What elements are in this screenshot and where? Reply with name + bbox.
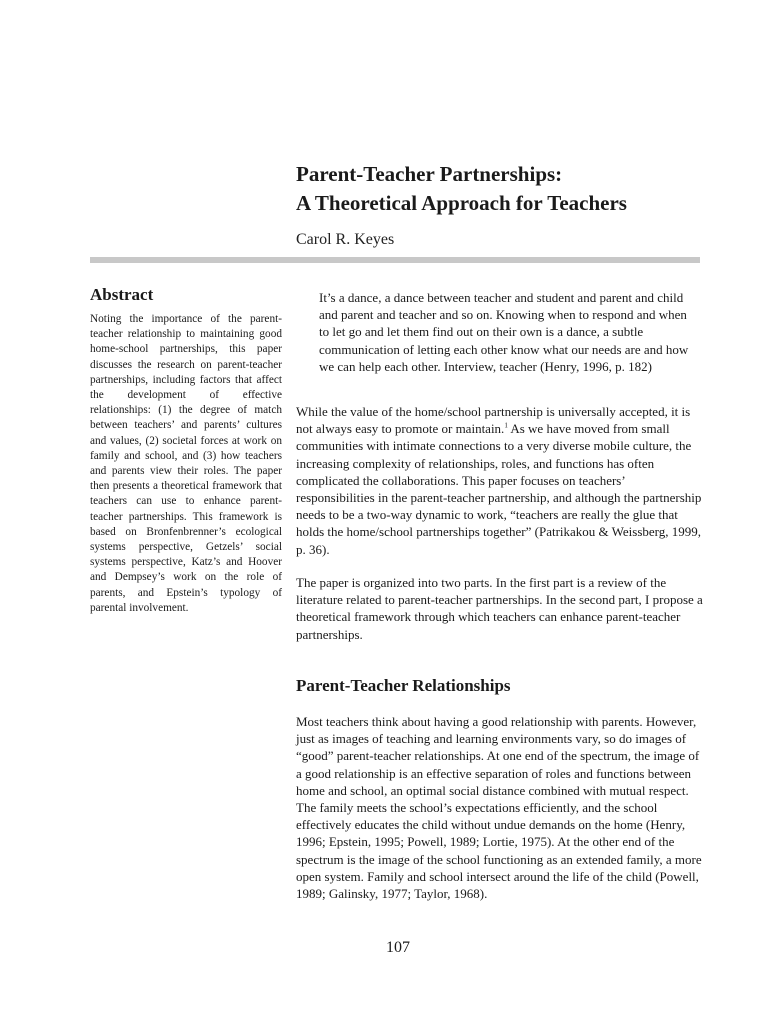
article-title	[296, 160, 716, 218]
page-number: 107	[386, 939, 410, 956]
intro-paragraph-1	[296, 403, 704, 558]
author-name: Carol R. Keyes	[296, 231, 395, 248]
section-heading: Parent-Teacher Relationships	[296, 676, 511, 695]
section-paragraph-1: Most teachers think about having a good relationship with parents. However, just as images of teaching and learning environments vary, so do images of “good” parent-teacher relationships. At one end of the spectrum, the image of a good relationship is an effective separation of roles and functions between home and school, an optimal social distance combined with mutual respect. The family meets the school’s expectations efficiently, and the school effectively educates the child without undue demands on the home (Henry, 1996; Epstein, 1995; Powell, 1989; Lortie, 1975). At the other end of the spectrum is the image of the school functioning as an extended family, a more open system. Family and school intersect around the life of the child (Powell, 1989; Galinsky, 1977; Taylor, 1968).	[296, 714, 702, 902]
intro-paragraph-1-part-2: As we have moved from small communities with intimate connections to a very diverse mobile culture, the increasing complexity of relationships, roles, and functions has often complicated the collaborations. This paper focuses on teachers’ responsibilities in the parent-teacher partnership, and although the partnership needs to be a two-way dynamic to work, “teachers are really the glue that holds the home/school partnerships together” (Patrikakou & Weissberg, 1999, p. 36).	[296, 421, 702, 557]
footnote-marker: 1	[504, 421, 508, 430]
title-line-1: Parent-Teacher Partnerships:	[296, 162, 563, 186]
title-line-2: A Theoretical Approach for Teachers	[296, 191, 627, 215]
abstract-text: Noting the importance of the parent-teacher relationship to maintaining good home-school partnerships, this paper discusses the research on parent-teacher partnerships, including factors that affect the development of effective relationships: (1) the degree of match between teachers’ and parents’ cultures and values, (2) societal forces at work on family and school, and (3) how teachers and parents view their roles. The paper then presents a theoretical framework that teachers can use to enhance parent-teacher partnerships. This framework is based on Bronfenbrenner’s ecological systems perspective, Getzels’ social systems perspective, Katz’s and Hoover and Dempsey’s work on the role of parents, and Epstein’s typology of parental involvement.	[90, 313, 282, 614]
epigraph-quote: It’s a dance, a dance between teacher and student and parent and child and parent and teacher and so on. Knowing when to respond and when to let go and let them find out on their own is a dance, a subtle communication of letting each other know what our needs are and how we can help each other. Interview, teacher (Henry, 1996, p. 182)	[319, 290, 689, 374]
intro-paragraph-1-part-1: While the value of the home/school partnership is universally accepted, it is not always easy to promote or maintain.	[296, 404, 691, 437]
header-divider	[90, 257, 700, 263]
intro-paragraph-2: The paper is organized into two parts. In the first part is a review of the literature related to parent-teacher partnerships. In the second part, I propose a theoretical framework through which teachers can enhance parent-teacher partnerships.	[296, 575, 703, 642]
abstract-heading: Abstract	[90, 285, 154, 304]
